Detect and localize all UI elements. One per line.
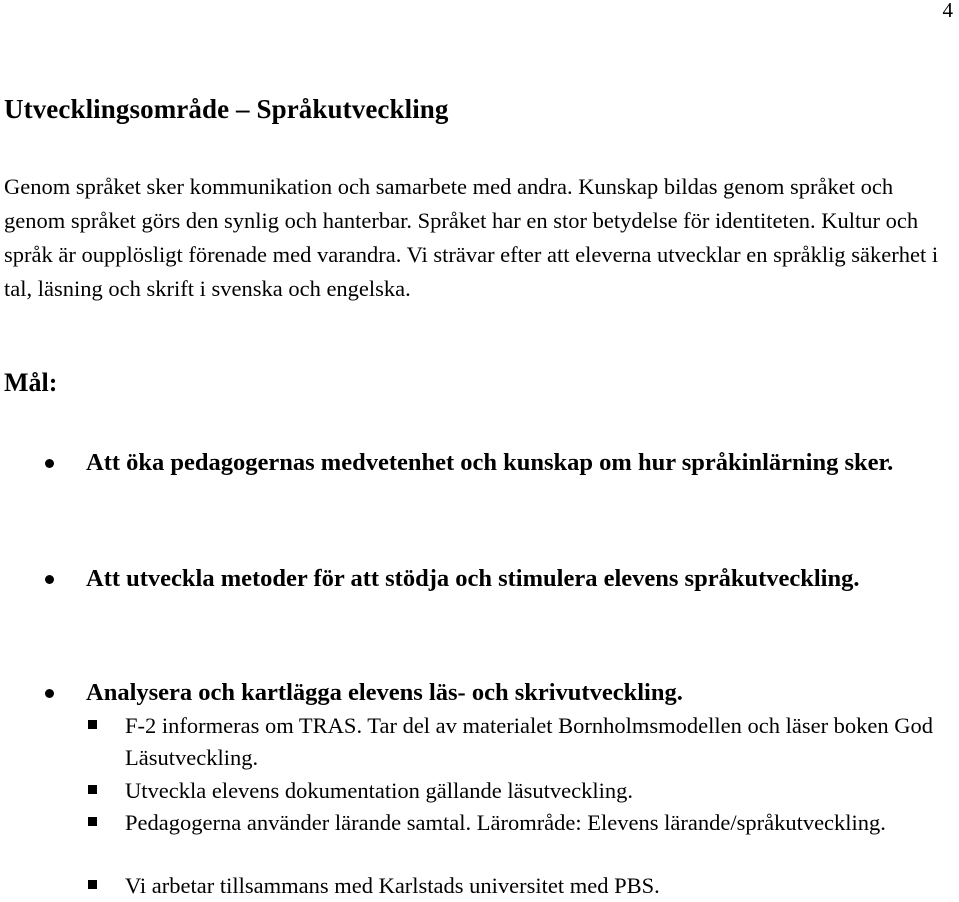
sub-list-item-text: Vi arbetar tillsammans med Karlstads universitet med PBS. xyxy=(125,873,660,898)
sub-list-item-text: Utveckla elevens dokumentation gällande läsutveckling. xyxy=(125,778,633,803)
square-bullet-icon xyxy=(88,785,97,794)
bullet-icon xyxy=(45,459,54,468)
square-bullet-icon xyxy=(88,817,97,826)
goals-label: Mål: xyxy=(4,368,58,397)
page-number: 4 xyxy=(942,0,953,22)
sub-list-item-text: F-2 informeras om TRAS. Tar del av materialet Bornholmsmodellen och läser boken God Läsutveckling. xyxy=(125,713,934,770)
goal-item-text: Att öka pedagogernas medvetenhet och kunskap om hur språkinlärning sker. xyxy=(86,449,894,476)
goal-item-text: Att utveckla metoder för att stödja och stimulera elevens språkutveckling. xyxy=(86,565,860,592)
intro-paragraph: Genom språket sker kommunikation och samarbete med andra. Kunskap bildas genom språket och genom språket görs den synlig och hanterbar. Språket har en stor betydelse för identiteten. Kultur och språk är oupplösligt förenade med varandra. Vi strävar efter att eleverna utvecklar en språklig säkerhet i tal, läsning och skrift i svenska och engelska. xyxy=(4,174,939,301)
goal-item-text: Analysera och kartlägga elevens läs- och skrivutveckling. xyxy=(86,679,683,706)
square-bullet-icon xyxy=(88,880,97,889)
bullet-icon xyxy=(45,575,54,584)
page-title: Utvecklingsområde – Språkutveckling xyxy=(4,94,449,124)
bullet-icon xyxy=(45,689,54,698)
square-bullet-icon xyxy=(88,720,97,729)
sub-list-item-text: Pedagogerna använder lärande samtal. Lärområde: Elevens lärande/språkutveckling. xyxy=(125,810,886,835)
